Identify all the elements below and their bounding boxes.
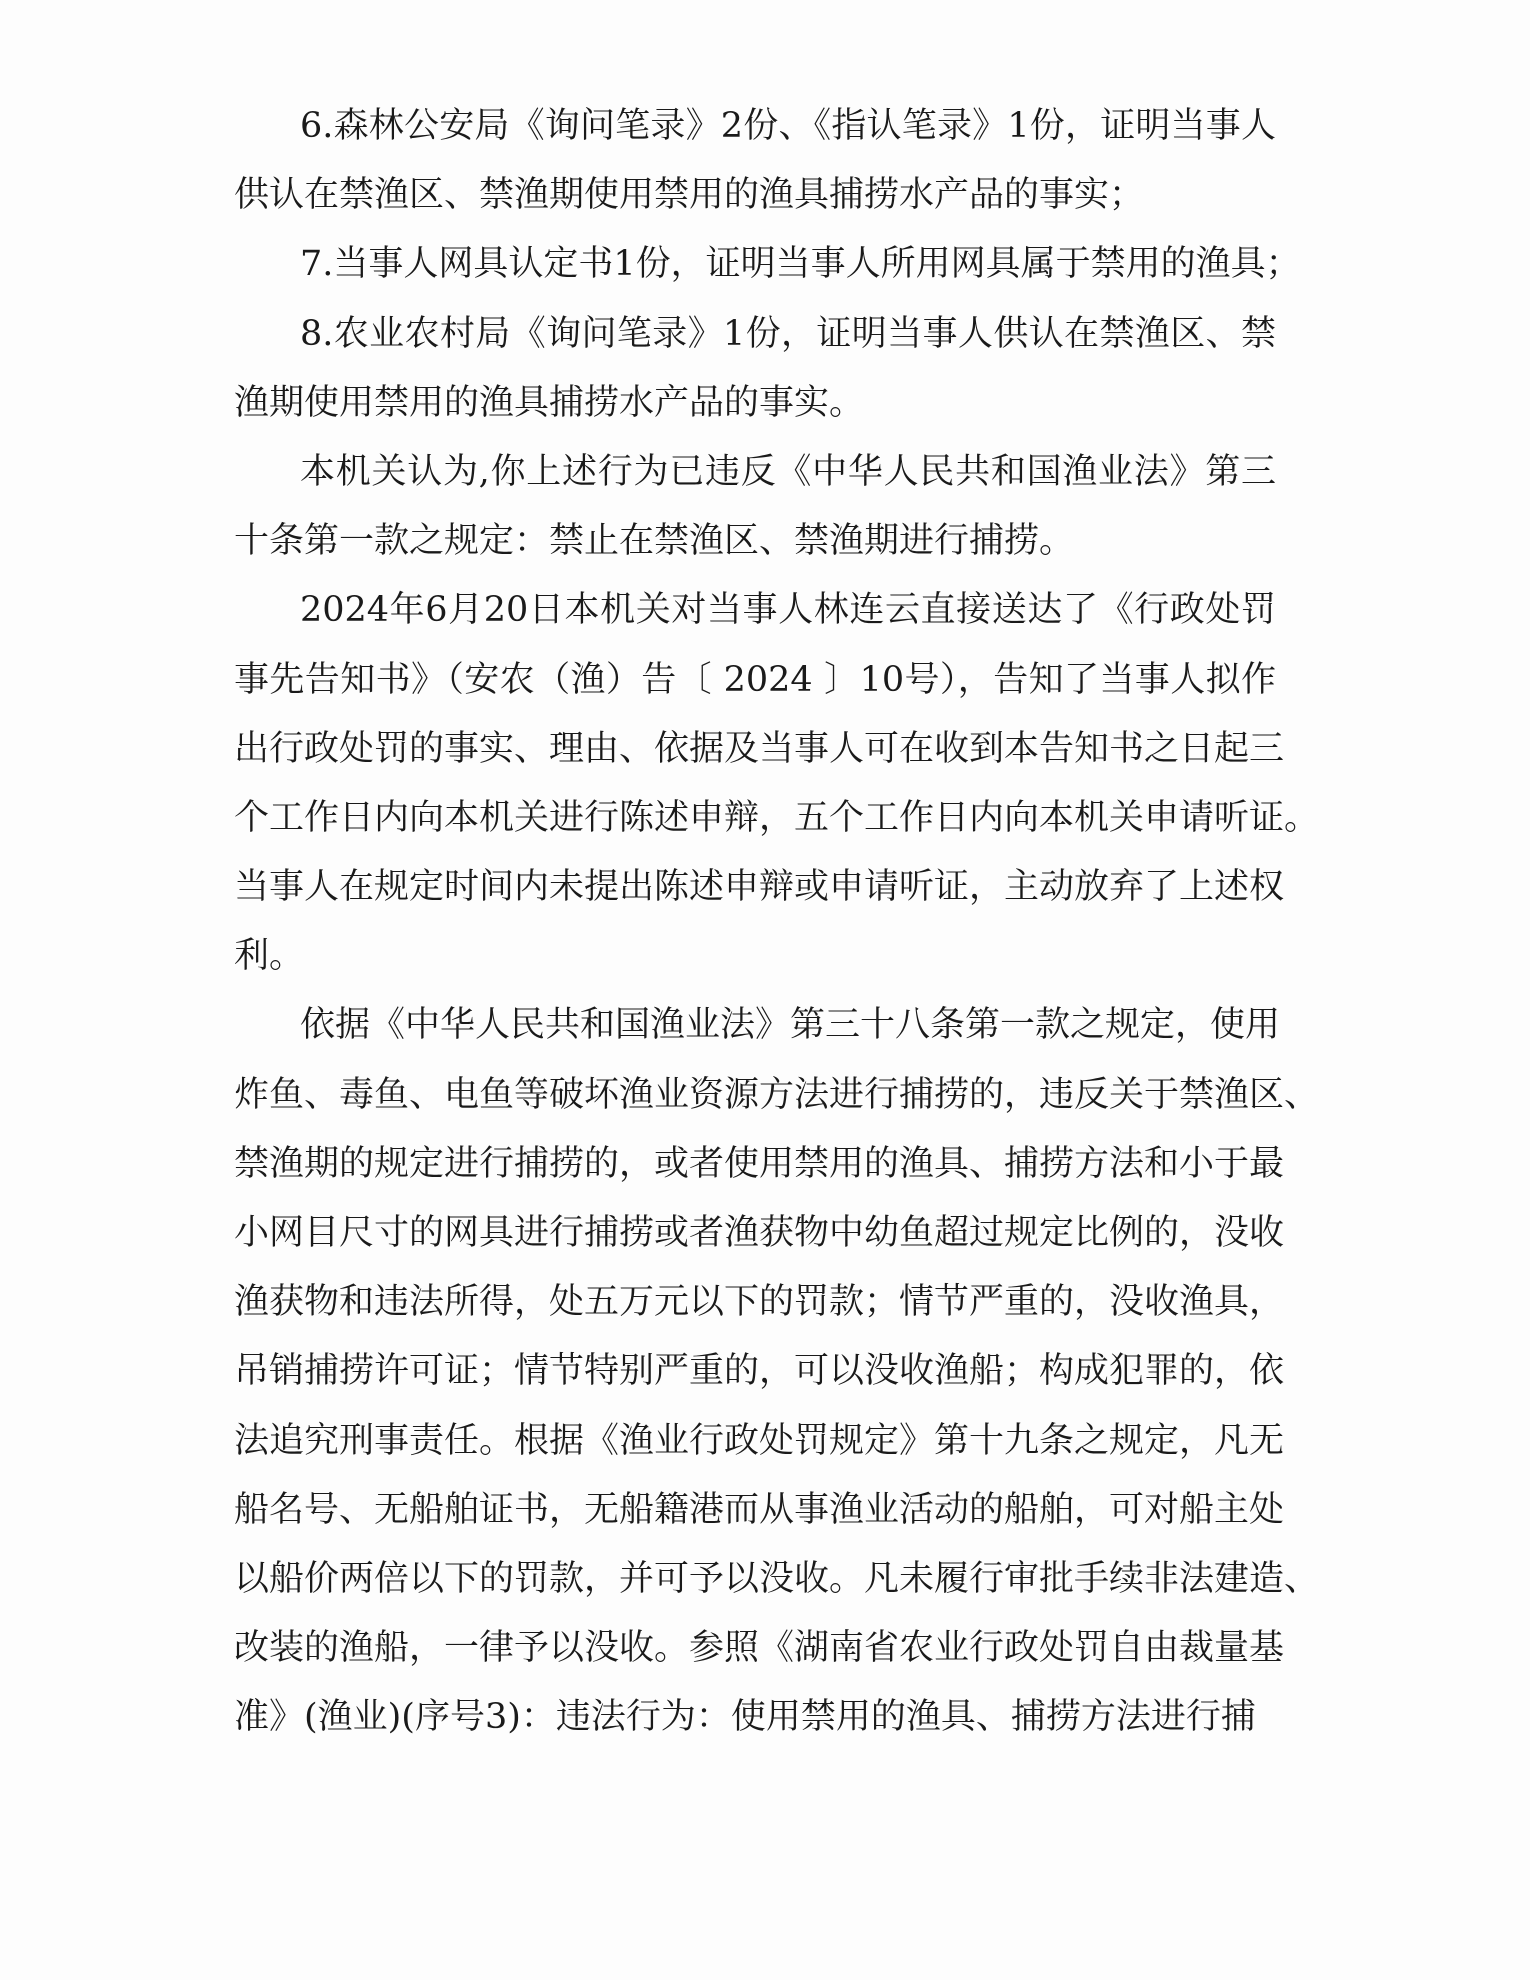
document-body (234, 92, 1320, 1753)
paragraph-line: 事先告知书》（安农（渔）告〔 2024 〕10号），告知了当事人拟作 (234, 659, 1276, 700)
paragraph-line: 供认在禁渔区、禁渔期使用禁用的渔具捕捞水产品的事实； (234, 175, 1145, 216)
paragraph-line: 以船价两倍以下的罚款，并可予以没收。凡未履行审批手续非法建造、 (234, 1558, 1320, 1599)
paragraph-line: 利。 (234, 936, 305, 977)
paragraph-line: 依据《中华人民共和国渔业法》第三十八条第一款之规定，使用 (300, 1005, 1281, 1046)
paragraph-line: 十条第一款之规定：禁止在禁渔区、禁渔期进行捕捞。 (234, 521, 1075, 562)
paragraph-line: 法追究刑事责任。根据《渔业行政处罚规定》第十九条之规定，凡无 (234, 1420, 1285, 1461)
paragraph-line: 船名号、无船舶证书，无船籍港而从事渔业活动的船舶，可对船主处 (234, 1489, 1285, 1530)
paragraph-line: 7.当事人网具认定书1份，证明当事人所用网具属于禁用的渔具； (300, 244, 1301, 285)
paragraph-line: 吊销捕捞许可证；情节特别严重的，可以没收渔船；构成犯罪的，依 (234, 1351, 1285, 1392)
paragraph-line: 准》(渔业)(序号3)：违法行为：使用禁用的渔具、捕捞方法进行捕 (234, 1697, 1256, 1738)
paragraph-line: 出行政处罚的事实、理由、依据及当事人可在收到本告知书之日起三 (234, 728, 1285, 769)
paragraph-line: 炸鱼、毒鱼、电鱼等破坏渔业资源方法进行捕捞的，违反关于禁渔区、 (234, 1074, 1320, 1115)
paragraph-line: 8.农业农村局《询问笔录》1份，证明当事人供认在禁渔区、禁 (300, 313, 1276, 354)
paragraph-line: 小网目尺寸的网具进行捕捞或者渔获物中幼鱼超过规定比例的，没收 (234, 1213, 1285, 1253)
paragraph-line: 渔期使用禁用的渔具捕捞水产品的事实。 (234, 382, 865, 423)
paragraph-line: 改装的渔船，一律予以没收。参照《湖南省农业行政处罚自由裁量基 (234, 1628, 1285, 1669)
paragraph-line: 当事人在规定时间内未提出陈述申辩或申请听证，主动放弃了上述权 (234, 867, 1285, 908)
paragraph-line: 禁渔期的规定进行捕捞的，或者使用禁用的渔具、捕捞方法和小于最 (234, 1143, 1285, 1184)
paragraph-line: 6.森林公安局《询问笔录》2份、《指认笔录》1份，证明当事人 (300, 106, 1276, 146)
paragraph-line: 渔获物和违法所得，处五万元以下的罚款；情节严重的，没收渔具， (234, 1282, 1285, 1323)
paragraph-line: 个工作日内向本机关进行陈述申辩，五个工作日内向本机关申请听证。 (234, 797, 1320, 838)
paragraph-line: 2024年6月20日本机关对当事人林连云直接送达了《行政处罚 (300, 590, 1276, 631)
paragraph-line: 本机关认为,你上述行为已违反《中华人民共和国渔业法》第三 (300, 451, 1276, 492)
